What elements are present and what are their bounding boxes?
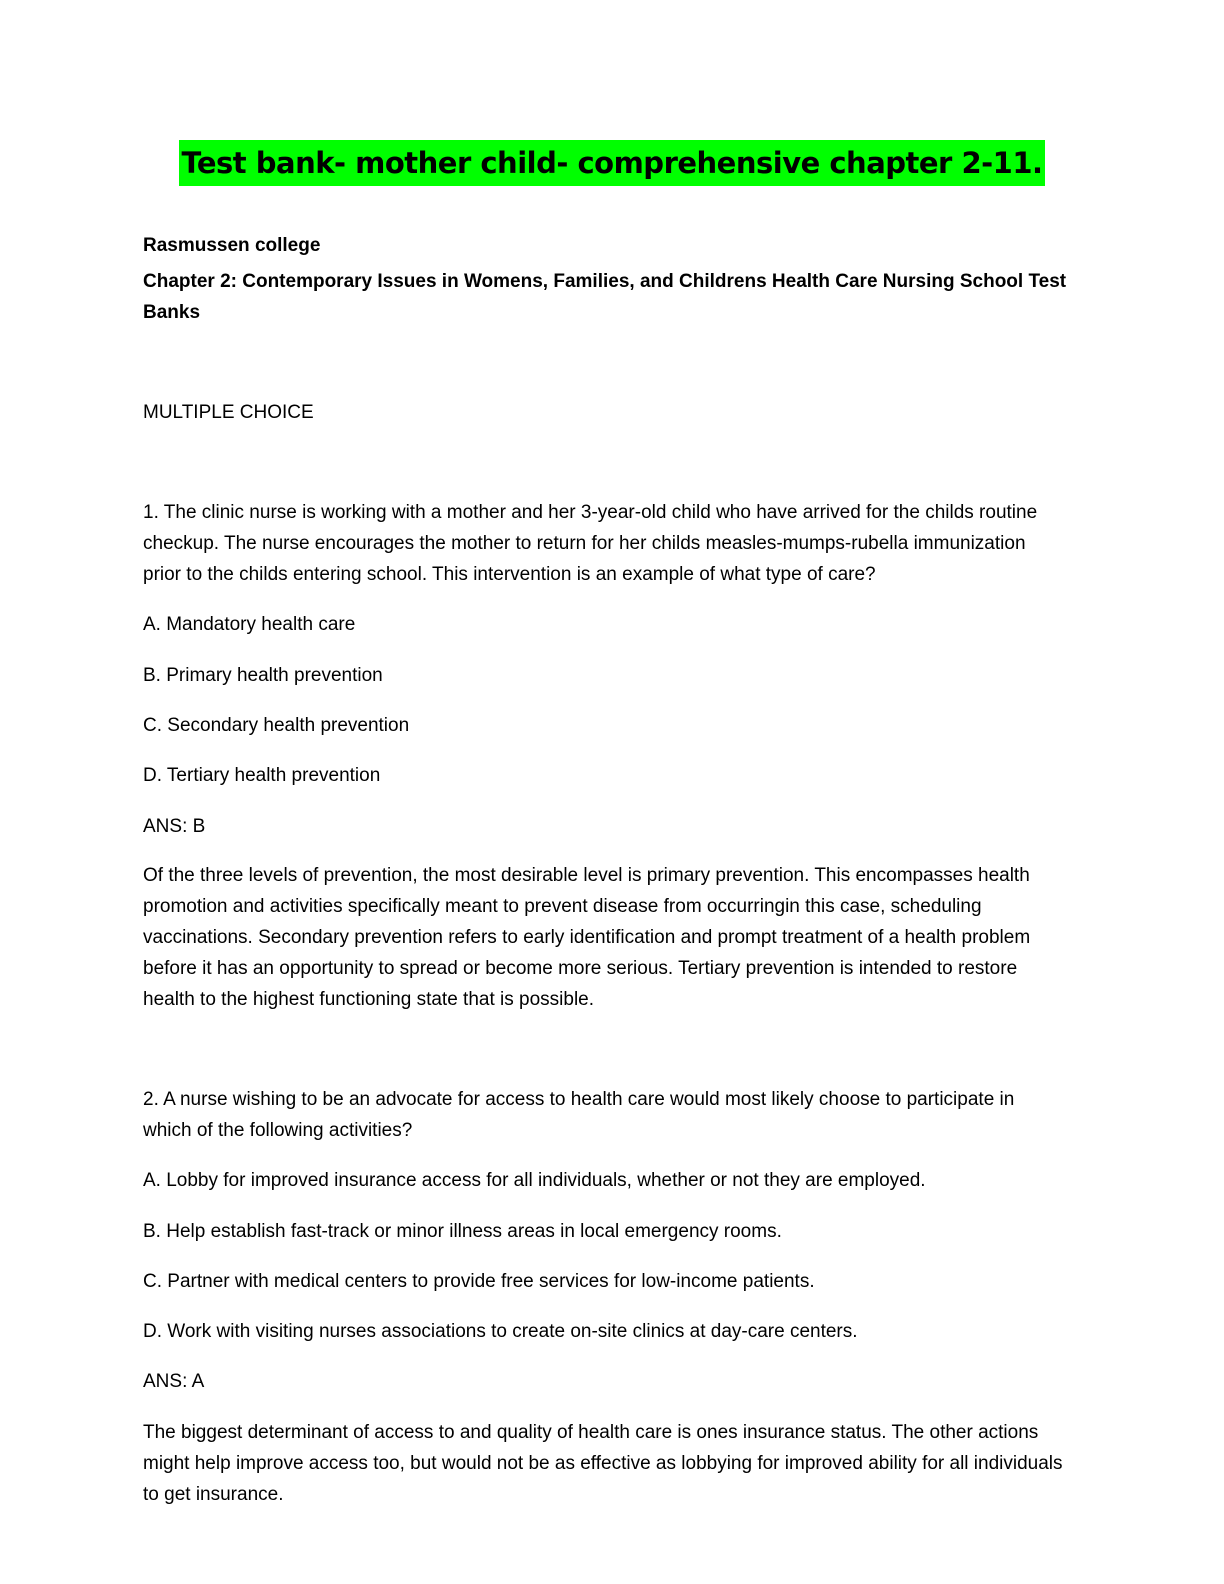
document-title: Test bank- mother child- comprehensive chapter 2-11. <box>179 140 1044 186</box>
question-1-stem: 1. The clinic nurse is working with a mother and her 3-year-old child who have arrived for the childs routine checkup. The nurse encourages the mother to return for her childs measles-mumps-rubella immunization prior to the childs entering school. This intervention is an example of what type of care? <box>143 502 1038 585</box>
question-1-option-d: D. Tertiary health prevention <box>143 765 381 786</box>
question-1-answer: ANS: B <box>143 816 206 837</box>
question-2-option-c: C. Partner with medical centers to provide free services for low-income patients. <box>143 1271 815 1292</box>
question-1-option-b: B. Primary health prevention <box>143 665 383 686</box>
institution-name: Rasmussen college <box>143 235 321 256</box>
question-1-option-a: A. Mandatory health care <box>143 614 356 635</box>
question-2-option-a: A. Lobby for improved insurance access for all individuals, whether or not they are employed. <box>143 1170 926 1191</box>
question-2-answer: ANS: A <box>143 1371 205 1392</box>
question-2-option-d: D. Work with visiting nurses associations to create on-site clinics at day-care centers. <box>143 1321 858 1342</box>
question-2-option-b: B. Help establish fast-track or minor illness areas in local emergency rooms. <box>143 1221 782 1242</box>
question-1-rationale: Of the three levels of prevention, the most desirable level is primary prevention. This encompasses health promotion and activities specifically meant to prevent disease from occurringin this case, scheduling vaccinations. Secondary prevention refers to early identification and prompt treatment of a health problem before it has an opportunity to spread or become more serious. Tertiary prevention is intended to restore health to the highest functioning state that is possible. <box>143 865 1031 1010</box>
question-2-stem: 2. A nurse wishing to be an advocate for access to health care would most likely choose to participate in which of the following activities? <box>143 1089 1015 1141</box>
question-2-rationale: The biggest determinant of access to and quality of health care is ones insurance status. The other actions might help improve access too, but would not be as effective as lobbying for improved ability for all individuals to get insurance. <box>143 1422 1063 1505</box>
title-container <box>0 140 1224 186</box>
section-label: MULTIPLE CHOICE <box>143 402 314 423</box>
question-1-option-c: C. Secondary health prevention <box>143 715 410 736</box>
chapter-heading: Chapter 2: Contemporary Issues in Womens, Families, and Childrens Health Care Nursing School Test Banks <box>143 271 1067 323</box>
